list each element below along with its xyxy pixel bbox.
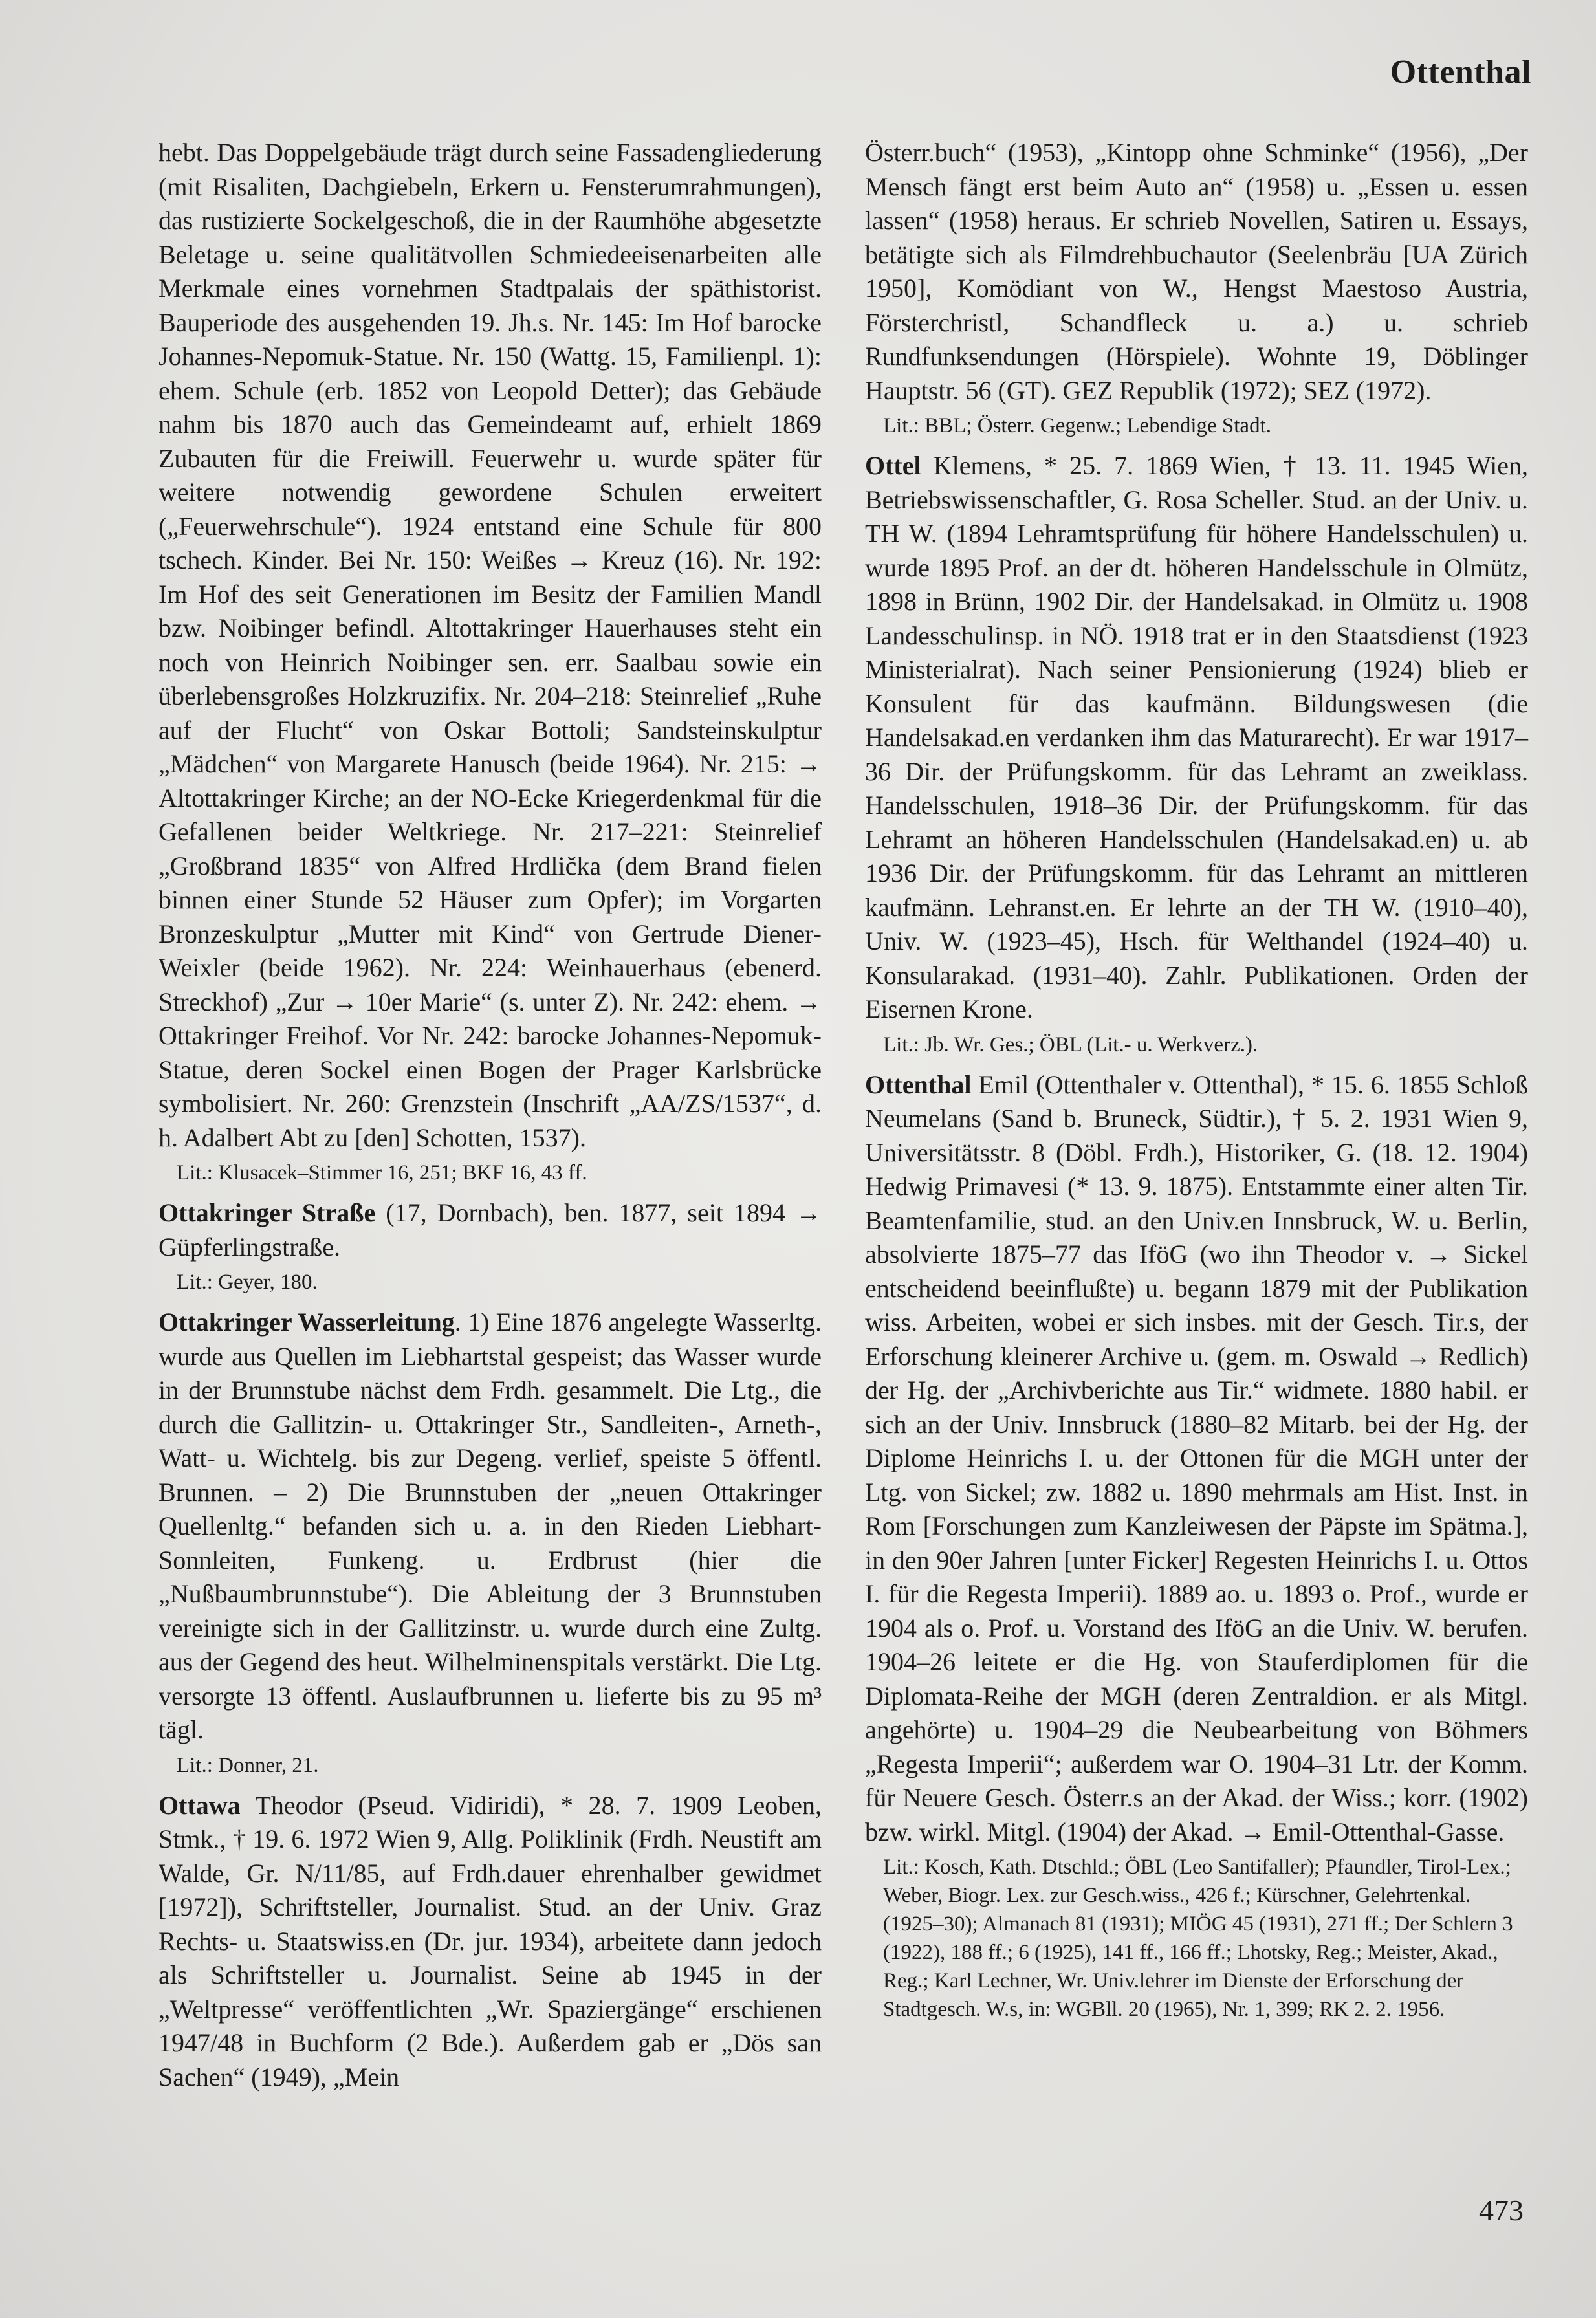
entry-ottakringer-strasse [159,1196,822,1264]
entry-text: (17, Dornbach), ben. 1877, seit 1894 → Güpferlingstraße. [159,1198,822,1262]
left-column [159,136,822,2094]
literature-note: Lit.: Geyer, 180. [177,1271,318,1294]
entry-ottakringer-wasserleitung [159,1306,822,1747]
entry-text: Emil (Ottenthaler v. Ottenthal), * 15. 6. 1855 Schloß Neumelans (Sand b. Bruneck, Südtir.), † 5. 2. 1931 Wien 9, Universitätsstr. 8 (Döbl. Frdh.), Historiker, G. (18. 12. 1904) Hedwig Primavesi (* 13. 9. 1875). Entstammte einer alten Tir. Beamtenfamilie, stud. an den Univ.en Innsbruck, W. u. Berlin, absolvierte 1875–77 das IföG (wo ihn Theodor v. → Sickel entscheidend beeinflußte) u. begann 1879 mit der Publikation wiss. Arbeiten, wobei er sich insbes. mit der Gesch. Tir.s, der Erforschung kleinerer Archive u. (gem. m. Oswald → Redlich) der Hg. der „Archivberichte aus Tir.“ widmete. 1880 habil. er sich an der Univ. Innsbruck (1880–82 Mitarb. bei der Hg. der Diplome Heinrichs I. u. der Ottonen für die MGH unter der Ltg. von Sickel; zw. 1882 u. 1890 mehrmals am Hist. Inst. in Rom [Forschungen zum Kanzleiwesen der Päpste im Spätma.], in den 90er Jahren [unter Ficker] Regesten Heinrichs I. u. Ottos I. für die Regesta Imperii). 1889 ao. u. 1893 o. Prof., wurde er 1904 als o. Prof. u. Vorstand des IföG an die Univ. W. berufen. 1904–26 leitete er die Hg. von Stauferdiplomen für die Diplomata-Reihe der MGH (deren Zentraldion. er als Mitgl. angehörte) u. 1904–29 die Neubearbeitung von Böhmers „Regesta Imperii“; außerdem war O. 1904–31 Ltr. der Komm. für Neuere Gesch. Österr.s an der Akad. der Wiss.; korr. (1902) bzw. wirkl. Mitgl. (1904) der Akad. → Emil-Ottenthal-Gasse. [865,1069,1528,1846]
entry-text: . 1) Eine 1876 angelegte Wasserltg. wurde aus Quellen im Liebhartstal gespeist; das Wasser wurde in der Brunnstube nächst dem Frdh. gesammelt. Die Ltg., die durch die Gallitzin- u. Ottakringer Str., Sandleiten-, Arneth-, Watt- u. Wichtelg. bis zur Degeng. verlief, speiste 5 öffentl. Brunnen. – 2) Die Brunnstuben der „neuen Ottakringer Quellenltg.“ befanden sich u. a. in den Rieden Liebhart-Sonnleiten, Funkeng. u. Erdbrust (hier die „Nußbaumbrunnstube“). Die Ableitung der 3 Brunnstuben vereinigte sich in der Gallitzinstr. u. wurde durch eine Zultg. aus der Gegend des heut. Wilhelminenspitals verstärkt. Die Ltg. versorgte 13 öffentl. Auslaufbrunnen u. lieferte bis zu 95 m³ tägl. [159,1307,822,1744]
entry-headword: Ottakringer Wasserleitung [159,1307,455,1337]
entry-headword: Ottawa [159,1790,241,1820]
literature-note: Lit.: BBL; Österr. Gegenw.; Lebendige Stadt. [883,414,1271,437]
entry-ottenthal [865,1068,1528,1850]
literature-note: Lit.: Klusacek–Stimmer 16, 251; BKF 16, 43 ff. [177,1161,587,1185]
literature-note: Lit.: Kosch, Kath. Dtschld.; ÖBL (Leo Santifaller); Pfaundler, Tirol-Lex.; Weber, Biogr. Lex. zur Gesch.wiss., 426 f.; Kürschner, Gelehrtenkal. (1925–30); Almanach 81 (1931); MIÖG 45 (1931), 271 ff.; Der Schlern 3 (1922), 188 ff.; 6 (1925), 141 ff., 166 ff.; Lhotsky, Reg.; Meister, Akad., Reg.; Karl Lechner, Wr. Univ.lehrer im Dienste der Erforschung der Stadtgesch. W.s, in: WGBll. 20 (1965), Nr. 1, 399; RK 2. 2. 1956. [883,1855,1513,2021]
entry-ottel [865,449,1528,1027]
literature-note: Lit.: Donner, 21. [177,1753,319,1777]
entry-continuation: Österr.buch“ (1953), „Kintopp ohne Schminke“ (1956), „Der Mensch fängt erst beim Auto an“ (1958) u. „Essen u. essen lassen“ (1958) heraus. Er schrieb Novellen, Satiren u. Essays, betätigte sich als Filmdrehbuchautor (Seelenbräu [UA Zürich 1950], Komödiant von W., Hengst Maestoso Austria, Försterchristl, Schandfleck u. a.) u. schrieb Rundfunksendungen (Hörspiele). Wohnte 19, Döblinger Hauptstr. 56 (GT). GEZ Republik (1972); SEZ (1972). [865,138,1528,405]
entry-ottawa [159,1789,822,2095]
entry-continuation: hebt. Das Doppelgebäude trägt durch seine Fassadengliederung (mit Risaliten, Dachgiebeln, Erkern u. Fensterumrahmungen), das rustizierte Sockelgeschoß, die in der Raumhöhe abgesetzte Beletage u. seine qualitätvollen Schmiedeeisenarbeiten alle Merkmale eines vornehmen Stadtpalais der späthistorist. Bauperiode des ausgehenden 19. Jh.s. Nr. 145: Im Hof barocke Johannes-Nepomuk-Statue. Nr. 150 (Wattg. 15, Familienpl. 1): ehem. Schule (erb. 1852 von Leopold Detter); das Gebäude nahm bis 1870 auch das Gemeindeamt auf, erhielt 1869 Zubauten für die Freiwill. Feuerwehr u. wurde später für weitere notwendig gewordene Schulen erweitert („Feuerwehrschule“). 1924 entstand eine Schule für 800 tschech. Kinder. Bei Nr. 150: Weißes → Kreuz (16). Nr. 192: Im Hof des seit Generationen im Besitz der Familien Mandl bzw. Noibinger befindl. Altottakringer Hauerhauses steht ein noch von Heinrich Noibinger sen. err. Saalbau sowie ein überlebensgroßes Holzkruzifix. Nr. 204–218: Steinrelief „Ruhe auf der Flucht“ von Oskar Bottoli; Sandsteinskulptur „Mädchen“ von Margarete Hanusch (beide 1964). Nr. 215: → Altottakringer Kirche; an der NO-Ecke Kriegerdenkmal für die Gefallenen beider Weltkriege. Nr. 217–221: Steinrelief „Großbrand 1835“ von Alfred Hrdlička (dem Brand fielen binnen einer Stunde 52 Häuser zum Opfer); im Vorgarten Bronzeskulptur „Mutter mit Kind“ von Gertrude Diener-Weixler (beide 1962). Nr. 224: Weinhauerhaus (ebenerd. Streckhof) „Zur → 10er Marie“ (s. unter Z). Nr. 242: ehem. → Ottakringer Freihof. Vor Nr. 242: barocke Johannes-Nepomuk-Statue, deren Sockel einen Bogen der Prager Karlsbrücke symbolisiert. Nr. 260: Grenzstein (Inschrift „AA/ZS/1537“, d. h. Adalbert Abt zu [den] Schotten, 1537). [159,138,822,1152]
page-number: 473 [1479,2194,1524,2227]
entry-text: Theodor (Pseud. Vidiridi), * 28. 7. 1909 Leoben, Stmk., † 19. 6. 1972 Wien 9, Allg. Poliklinik (Frdh. Neustift am Walde, Gr. N/11/85, auf Frdh.dauer ehrenhalber gewidmet [1972]), Schriftsteller, Journalist. Stud. an der Univ. Graz Rechts- u. Staatswiss.en (Dr. jur. 1934), arbeitete dann jedoch als Schriftsteller u. Journalist. Seine ab 1945 in der „Weltpresse“ veröffentlichten „Wr. Spaziergänge“ erschienen 1947/48 in Buchform (2 Bde.). Außerdem gab er „Dös san Sachen“ (1949), „Mein [159,1790,822,2092]
right-column [865,136,1528,2024]
entry-headword: Ottakringer Straße [159,1198,376,1227]
entry-text: Klemens, * 25. 7. 1869 Wien, † 13. 11. 1945 Wien, Betriebswissenschaftler, G. Rosa Scheller. Stud. an der Univ. u. TH W. (1894 Lehramtsprüfung für höhere Handelsschulen) u. wurde 1895 Prof. an der dt. höheren Handelsschule in Olmütz, 1898 in Brünn, 1902 Dir. der Handelsakad. in Olmütz u. 1908 Landesschulinsp. in NÖ. 1918 trat er in den Staatsdienst (1923 Ministerialrat). Nach seiner Pensionierung (1924) blieb er Konsulent für das kaufmänn. Bildungswesen (die Handelsakad.en verdanken ihm das Maturarecht). Er war 1917–36 Dir. der Prüfungskomm. für das Lehramt an zweiklass. Handelsschulen, 1918–36 Dir. der Prüfungskomm. für das Lehramt an höheren Handelsschulen (Handelsakad.en) u. ab 1936 Dir. der Prüfungskomm. für das Lehramt an mittleren kaufmänn. Lehranst.en. Er lehrte an der TH W. (1910–40), Univ. W. (1923–45), Hsch. für Welthandel (1924–40) u. Konsularakad. (1931–40). Zahlr. Publikationen. Orden der Eisernen Krone. [865,451,1528,1023]
entry-headword: Ottenthal [865,1069,972,1099]
entry-headword: Ottel [865,451,921,480]
running-header: Ottenthal [1390,54,1531,91]
literature-note: Lit.: Jb. Wr. Ges.; ÖBL (Lit.- u. Werkverz.). [883,1033,1258,1056]
